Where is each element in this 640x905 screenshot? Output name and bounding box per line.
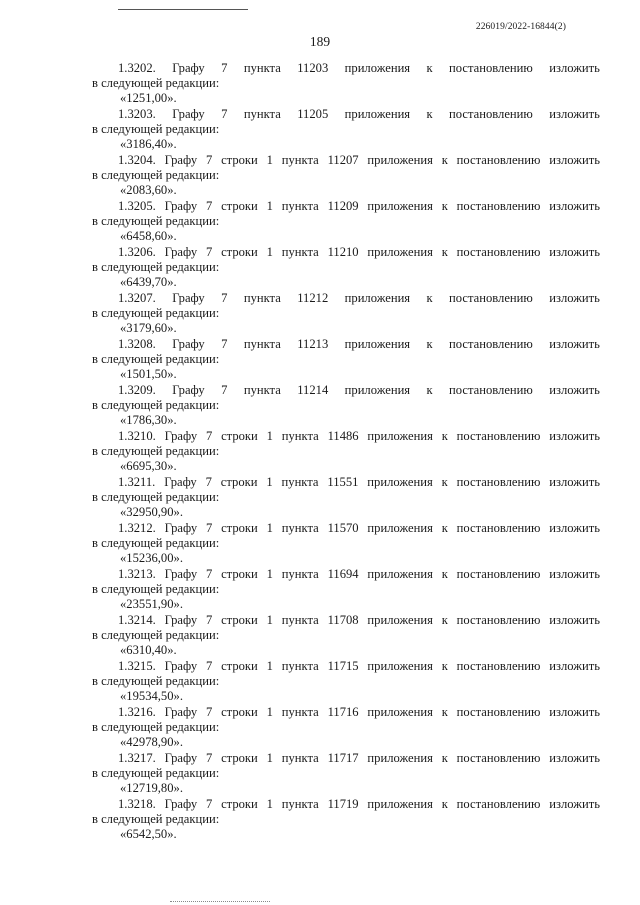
amendment-line: [92, 198, 600, 214]
word: 7: [205, 245, 213, 259]
word: пункта: [281, 475, 319, 489]
amendment-value: «12719,80».: [120, 781, 183, 795]
word: 7: [205, 705, 213, 719]
continuation-text: в следующей редакции:: [92, 674, 220, 688]
word: изложить: [549, 153, 600, 167]
word: 11570: [327, 521, 359, 535]
continuation-text: в следующей редакции:: [92, 490, 220, 504]
word: Графу: [172, 337, 205, 351]
amendment-item: [92, 520, 600, 566]
amendment-line: [92, 336, 600, 352]
amendment-value: «23551,90».: [120, 597, 183, 611]
word: изложить: [549, 429, 600, 443]
word: 11716: [327, 705, 359, 719]
word: приложения: [344, 107, 411, 121]
word: приложения: [367, 153, 433, 167]
word: пункта: [281, 705, 319, 719]
word: 1.3208.: [118, 337, 156, 351]
word: приложения: [367, 659, 433, 673]
amendment-value: «3179,60».: [120, 321, 177, 335]
page-number: 189: [309, 34, 331, 49]
word: постановлению: [456, 705, 541, 719]
continuation-text: в следующей редакции:: [92, 352, 220, 366]
amendment-item: [92, 382, 600, 428]
word: пункта: [243, 291, 281, 305]
word: изложить: [549, 61, 600, 75]
word: пункта: [281, 751, 319, 765]
amendment-item: [92, 612, 600, 658]
continuation-text: в следующей редакции:: [92, 536, 220, 550]
word: 1.3216.: [118, 705, 156, 719]
word: пункта: [281, 153, 319, 167]
word: 7: [205, 521, 213, 535]
word: изложить: [549, 475, 600, 489]
word: 11205: [297, 107, 329, 121]
amendment-value: «19534,50».: [120, 689, 183, 703]
word: 7: [205, 613, 213, 627]
word: 1.3202.: [118, 61, 156, 75]
word: изложить: [549, 797, 600, 811]
continuation-text: в следующей редакции:: [92, 582, 220, 596]
word: 1.3204.: [118, 153, 156, 167]
word: к: [441, 567, 448, 581]
word: к: [426, 61, 433, 75]
word: 7: [205, 567, 213, 581]
word: постановлению: [456, 429, 541, 443]
word: Графу: [164, 429, 198, 443]
word: 7: [205, 751, 213, 765]
word: постановлению: [456, 475, 541, 489]
word: 11209: [327, 199, 359, 213]
word: 11213: [297, 337, 329, 351]
amendment-value: «1251,00».: [120, 91, 177, 105]
word: строки: [221, 567, 258, 581]
word: приложения: [344, 61, 411, 75]
amendment-item: [92, 566, 600, 612]
word: 11203: [297, 61, 329, 75]
word: строки: [221, 199, 258, 213]
word: 11214: [297, 383, 329, 397]
word: к: [426, 337, 433, 351]
word: изложить: [549, 383, 600, 397]
word: пункта: [281, 199, 319, 213]
word: 1.3217.: [118, 751, 156, 765]
word: к: [441, 245, 448, 259]
amendment-value: «15236,00».: [120, 551, 183, 565]
amendment-value: «32950,90».: [120, 505, 183, 519]
word: изложить: [549, 659, 600, 673]
word: 1: [266, 751, 273, 765]
word: 11551: [327, 475, 359, 489]
word: пункта: [281, 429, 319, 443]
word: Графу: [164, 751, 198, 765]
amendment-item: [92, 336, 600, 382]
word: постановлению: [449, 383, 533, 397]
word: пункта: [243, 383, 281, 397]
word: 1.3209.: [118, 383, 156, 397]
amendment-line: [92, 60, 600, 76]
word: 1: [266, 705, 273, 719]
amendment-line: [92, 796, 600, 812]
amendment-value: «6695,30».: [120, 459, 177, 473]
amendment-value: «6310,40».: [120, 643, 177, 657]
word: приложения: [344, 291, 411, 305]
word: приложения: [367, 705, 433, 719]
word: к: [441, 613, 448, 627]
word: приложения: [367, 429, 433, 443]
word: постановлению: [456, 521, 541, 535]
word: пункта: [243, 337, 281, 351]
word: изложить: [549, 199, 600, 213]
continuation-text: в следующей редакции:: [92, 168, 220, 182]
amendment-value: «1786,30».: [120, 413, 177, 427]
word: постановлению: [456, 245, 541, 259]
word: пункта: [281, 659, 319, 673]
amendment-line: [92, 428, 600, 444]
word: пункта: [243, 61, 281, 75]
word: изложить: [549, 245, 600, 259]
word: постановлению: [456, 613, 541, 627]
word: постановлению: [456, 153, 541, 167]
word: 11210: [327, 245, 359, 259]
word: пункта: [281, 567, 319, 581]
word: 7: [221, 383, 228, 397]
continuation-text: в следующей редакции:: [92, 766, 220, 780]
word: приложения: [367, 751, 433, 765]
word: Графу: [164, 659, 198, 673]
word: 1: [266, 475, 273, 489]
word: строки: [220, 475, 258, 489]
amendment-item: [92, 474, 600, 520]
continuation-text: в следующей редакции:: [92, 398, 220, 412]
amendment-item: [92, 244, 600, 290]
continuation-text: в следующей редакции:: [92, 122, 220, 136]
word: пункта: [243, 107, 281, 121]
amendment-line: [92, 106, 600, 122]
amendment-line: [92, 382, 600, 398]
amendment-line: [92, 244, 600, 260]
amendment-value: «2083,60».: [120, 183, 177, 197]
word: к: [441, 659, 448, 673]
top-rule: [118, 9, 248, 10]
word: 7: [205, 797, 213, 811]
word: Графу: [164, 475, 197, 489]
word: приложения: [367, 797, 433, 811]
word: 1.3211.: [118, 475, 156, 489]
word: строки: [221, 613, 258, 627]
word: к: [441, 521, 448, 535]
word: к: [441, 751, 448, 765]
word: Графу: [172, 107, 205, 121]
word: постановлению: [456, 199, 541, 213]
amendment-item: [92, 658, 600, 704]
word: пункта: [281, 521, 319, 535]
amendment-item: [92, 106, 600, 152]
continuation-text: в следующей редакции:: [92, 444, 220, 458]
word: Графу: [172, 61, 205, 75]
amendment-item: [92, 428, 600, 474]
word: 11694: [327, 567, 359, 581]
word: к: [441, 429, 448, 443]
document-id: 226019/2022-16844(2): [475, 22, 566, 32]
word: Графу: [172, 291, 205, 305]
word: к: [441, 797, 448, 811]
word: 1: [266, 153, 273, 167]
word: 7: [221, 61, 228, 75]
amendment-list: [92, 60, 600, 842]
amendment-item: [92, 152, 600, 198]
continuation-text: в следующей редакции:: [92, 628, 220, 642]
amendment-value: «1501,50».: [120, 367, 177, 381]
amendment-value: «3186,40».: [120, 137, 177, 151]
word: 7: [205, 429, 213, 443]
word: 7: [205, 153, 213, 167]
word: строки: [221, 245, 258, 259]
word: приложения: [367, 199, 433, 213]
word: строки: [221, 705, 258, 719]
word: к: [426, 383, 433, 397]
word: 11715: [327, 659, 359, 673]
word: к: [426, 107, 433, 121]
amendment-line: [92, 520, 600, 536]
word: 1: [266, 797, 273, 811]
amendment-line: [92, 290, 600, 306]
continuation-text: в следующей редакции:: [92, 214, 220, 228]
amendment-line: [92, 152, 600, 168]
word: 11212: [297, 291, 329, 305]
word: изложить: [549, 337, 600, 351]
word: строки: [221, 797, 258, 811]
word: строки: [221, 153, 258, 167]
word: 1: [266, 199, 273, 213]
continuation-text: в следующей редакции:: [92, 260, 220, 274]
word: приложения: [367, 245, 433, 259]
amendment-value: «6439,70».: [120, 275, 177, 289]
word: 1: [266, 429, 273, 443]
word: 11717: [327, 751, 359, 765]
footer-mark: [170, 901, 270, 902]
amendment-item: [92, 750, 600, 796]
word: 1.3205.: [118, 199, 156, 213]
word: Графу: [172, 383, 205, 397]
word: изложить: [549, 567, 600, 581]
word: 1: [266, 245, 273, 259]
amendment-value: «6458,60».: [120, 229, 177, 243]
word: Графу: [164, 797, 198, 811]
word: приложения: [344, 383, 411, 397]
word: Графу: [164, 613, 198, 627]
word: Графу: [164, 153, 198, 167]
amendment-item: [92, 198, 600, 244]
word: изложить: [549, 613, 600, 627]
word: к: [426, 291, 433, 305]
word: приложения: [367, 521, 433, 535]
amendment-item: [92, 290, 600, 336]
amendment-line: [92, 612, 600, 628]
word: приложения: [367, 567, 433, 581]
word: приложения: [344, 337, 411, 351]
word: постановлению: [449, 107, 533, 121]
amendment-item: [92, 796, 600, 842]
continuation-text: в следующей редакции:: [92, 306, 220, 320]
word: 7: [205, 659, 213, 673]
word: к: [441, 475, 448, 489]
word: 1: [266, 521, 273, 535]
word: 1: [266, 567, 273, 581]
amendment-line: [92, 704, 600, 720]
word: 11486: [327, 429, 359, 443]
word: 1.3210.: [118, 429, 156, 443]
amendment-line: [92, 474, 600, 490]
amendment-value: «42978,90».: [120, 735, 183, 749]
word: строки: [221, 429, 258, 443]
word: постановлению: [456, 751, 541, 765]
word: 1.3214.: [118, 613, 156, 627]
word: пункта: [281, 797, 319, 811]
word: 1.3206.: [118, 245, 156, 259]
word: постановлению: [449, 337, 533, 351]
word: строки: [221, 751, 258, 765]
word: 1.3212.: [118, 521, 156, 535]
word: 1.3215.: [118, 659, 156, 673]
word: постановлению: [456, 567, 541, 581]
word: приложения: [367, 613, 433, 627]
word: 7: [221, 291, 228, 305]
word: изложить: [549, 705, 600, 719]
word: к: [441, 153, 448, 167]
word: 7: [205, 475, 212, 489]
word: 11207: [327, 153, 359, 167]
word: 1.3213.: [118, 567, 156, 581]
word: постановлению: [456, 797, 541, 811]
continuation-text: в следующей редакции:: [92, 76, 220, 90]
continuation-text: в следующей редакции:: [92, 720, 220, 734]
word: 11719: [327, 797, 359, 811]
word: 1: [266, 613, 273, 627]
word: пункта: [281, 245, 319, 259]
word: 11708: [327, 613, 359, 627]
word: Графу: [164, 521, 198, 535]
word: изложить: [549, 291, 600, 305]
word: изложить: [549, 751, 600, 765]
continuation-text: в следующей редакции:: [92, 812, 220, 826]
word: Графу: [164, 567, 198, 581]
word: строки: [221, 521, 258, 535]
word: 1.3203.: [118, 107, 156, 121]
word: к: [441, 705, 448, 719]
amendment-item: [92, 60, 600, 106]
amendment-line: [92, 566, 600, 582]
word: Графу: [164, 705, 198, 719]
word: постановлению: [449, 61, 533, 75]
word: 7: [221, 107, 228, 121]
word: 1: [266, 659, 273, 673]
amendment-line: [92, 658, 600, 674]
amendment-item: [92, 704, 600, 750]
word: Графу: [164, 199, 198, 213]
word: приложения: [367, 475, 433, 489]
word: строки: [221, 659, 258, 673]
word: 7: [221, 337, 228, 351]
word: 1.3218.: [118, 797, 156, 811]
word: 1.3207.: [118, 291, 156, 305]
word: 7: [205, 199, 213, 213]
word: пункта: [281, 613, 319, 627]
amendment-line: [92, 750, 600, 766]
word: изложить: [549, 107, 600, 121]
word: к: [441, 199, 448, 213]
word: постановлению: [449, 291, 533, 305]
word: изложить: [549, 521, 600, 535]
word: постановлению: [456, 659, 541, 673]
amendment-value: «6542,50».: [120, 827, 177, 841]
word: Графу: [164, 245, 198, 259]
